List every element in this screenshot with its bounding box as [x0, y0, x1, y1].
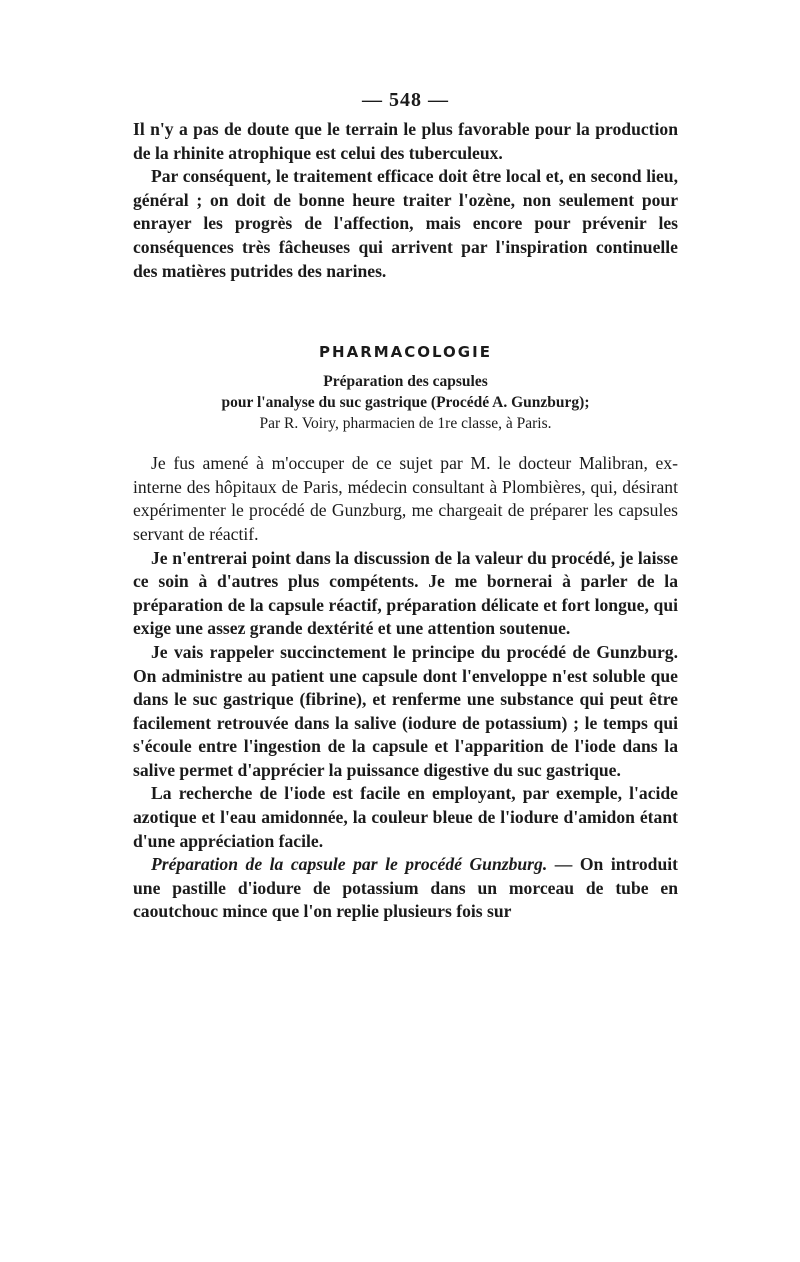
- article-body: [133, 452, 678, 924]
- section-gap: [133, 283, 678, 341]
- article-title-line-2: pour l'analyse du suc gastrique (Procédé A. Gunzburg);: [221, 394, 590, 412]
- body-paragraph-5: [133, 853, 678, 924]
- body-paragraph-2: Je n'entrerai point dans la discussion de la valeur du procédé, je laisse ce soin à d'autres plus compétents. Je me bornerai à parler de la préparation de la capsule réactif, préparation délicate et fort longue, qui exige une assez grande dextérité et une attention soutenue.: [133, 547, 678, 639]
- top-paragraph-1: Il n'y a pas de doute que le terrain le plus favorable pour la production de la rhinite atrophique est celui des tuberculeux.: [133, 119, 678, 163]
- article-title-line-1: Préparation des capsules: [323, 373, 488, 391]
- article-author: Par R. Voiry, pharmacien de 1re classe, à Paris.: [259, 415, 552, 433]
- body-paragraph-3: Je vais rappeler succinctement le principe du procédé de Gunzburg. On administre au patient une capsule dont l'enveloppe n'est soluble que dans le suc gastrique (fibrine), et renferme une substance qui peut être facilement retrouvée dans la salive (iodure de potassium) ; le temps qui s'écoule entre l'ingestion de la capsule et l'apparition de l'iode dans la salive permet d'apprécier la puissance digestive du suc gastrique.: [133, 641, 678, 780]
- body-paragraph-1: Je fus amené à m'occuper de ce sujet par M. le docteur Malibran, ex-interne des hôpitaux de Paris, médecin consultant à Plombières, qui, désirant expérimenter le procédé de Gunzburg, me chargeait de préparer les capsules servant de réactif.: [133, 453, 678, 544]
- paragraph-rest: — On introduit une pastille d'iodure de potassium dans un morceau de tube en caoutchouc mince que l'on replie plusieurs fois sur: [133, 854, 678, 922]
- section-heading: PHARMACOLOGIE: [319, 343, 492, 362]
- body-paragraph-4: La recherche de l'iode est facile en employant, par exemple, l'acide azotique et l'eau amidonnée, la couleur bleue de l'iodure d'amidon étant d'une appréciation facile.: [133, 783, 678, 851]
- top-paragraph-2: Par conséquent, le traitement efficace doit être local et, en second lieu, général ; on doit de bonne heure traiter l'ozène, non seulement pour enrayer les progrès de l'affection, mais encore pour prévenir les conséquences très fâcheuses qui arrivent par l'inspiration continuelle des matières putrides des narines.: [133, 166, 678, 281]
- paragraph-italic-lead: Préparation de la capsule par le procédé Gunzburg.: [151, 854, 548, 875]
- book-page: [133, 88, 678, 924]
- page-number: — 548 —: [362, 89, 449, 111]
